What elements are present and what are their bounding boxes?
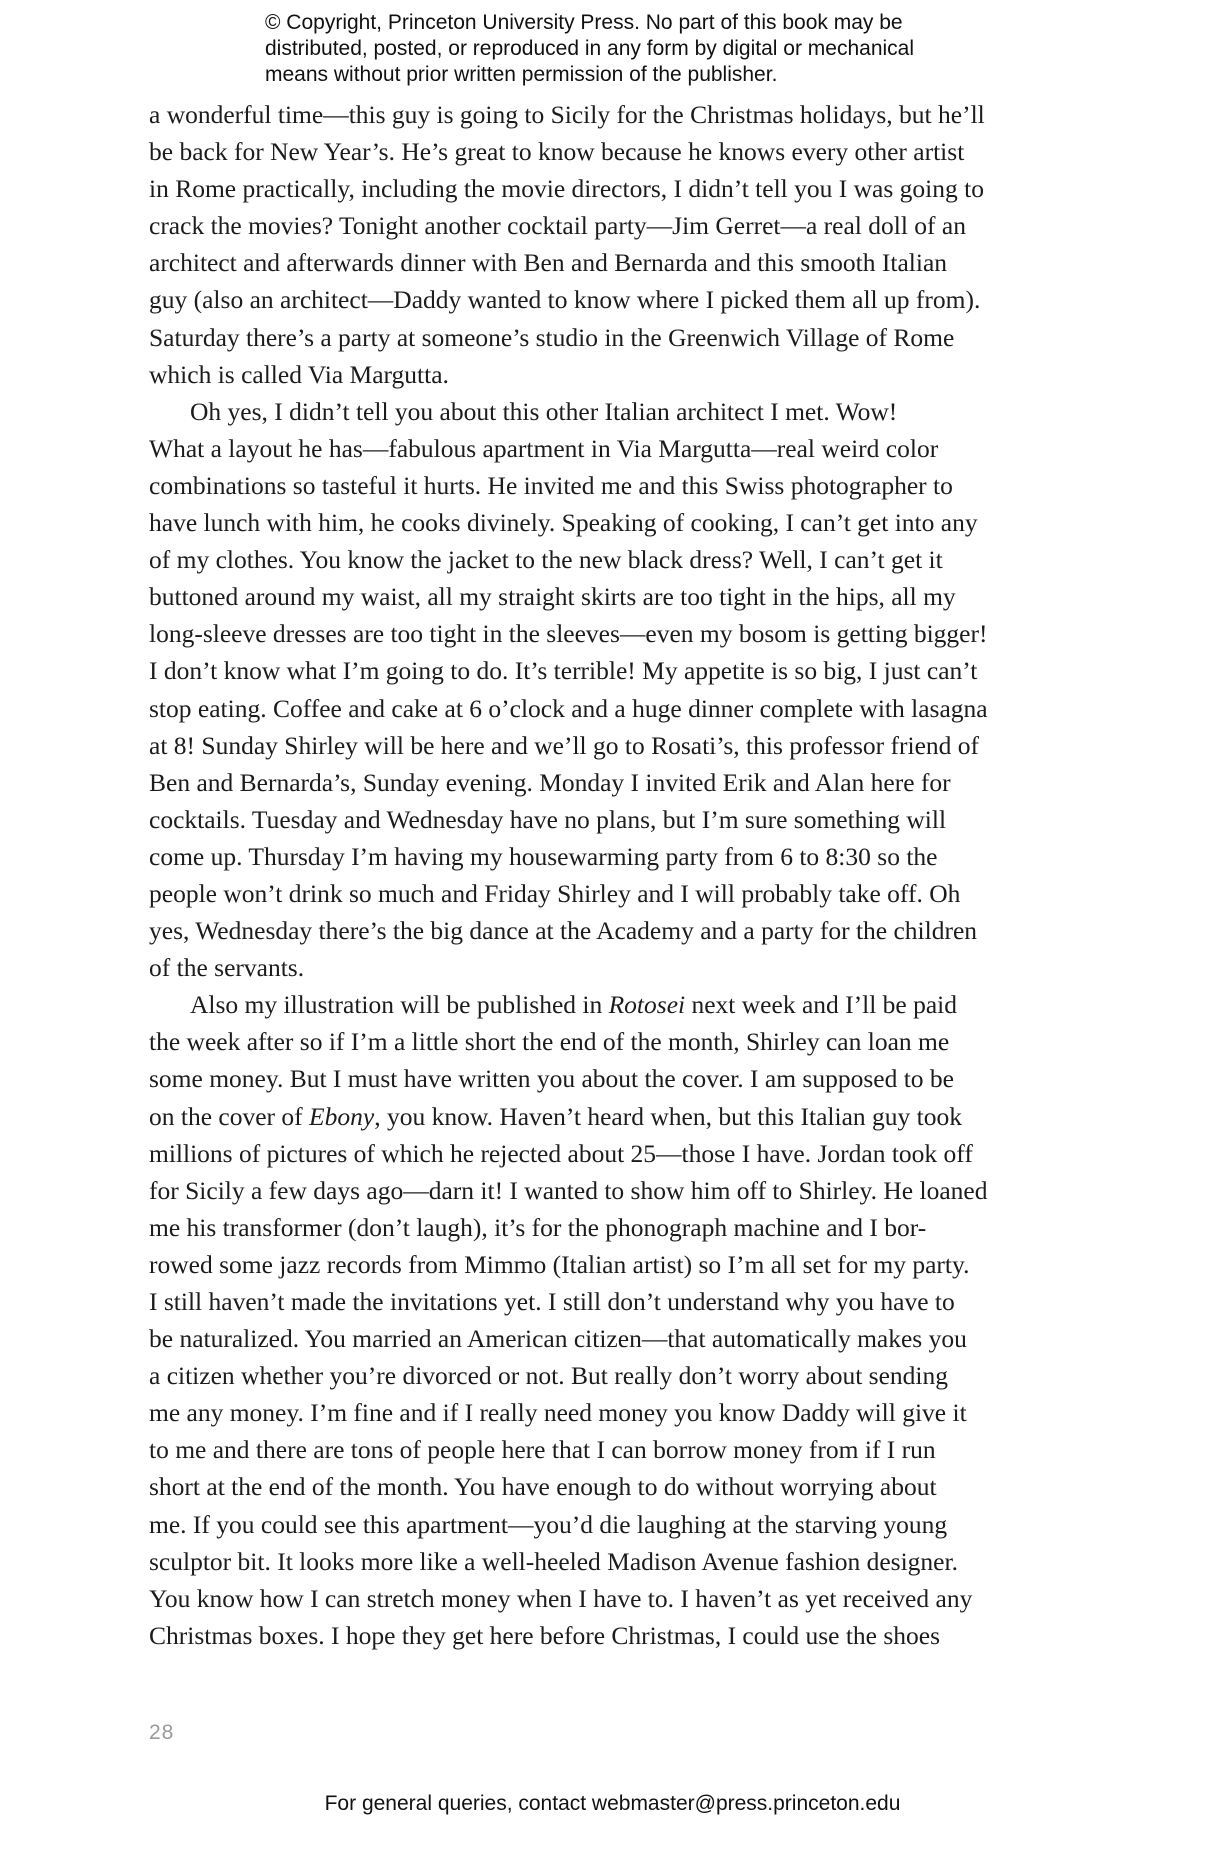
text-segment: , you know. Haven’t heard when, but this Italian guy took	[374, 1101, 962, 1131]
text-line: of my clothes. You know the jacket to the new black dress? Well, I can’t get it	[149, 545, 943, 575]
text-line: I still haven’t made the invitations yet. I still don’t understand why you have to	[149, 1287, 955, 1316]
text-line: What a layout he has—fabulous apartment in Via Margutta—real weird color	[149, 433, 939, 463]
text-line: guy (also an architect—Daddy wanted to know where I picked them all up from).	[149, 285, 981, 315]
italic-title-rotosei: Rotosei	[608, 990, 686, 1020]
text-line-paragraph-start: Oh yes, I didn’t tell you about this other Italian architect I met. Wow!	[190, 396, 898, 426]
text-line: You know how I can stretch money when I have to. I haven’t as yet received any	[149, 1583, 973, 1613]
text-line: a wonderful time—this guy is going to Sicily for the Christmas holidays, but he’ll	[149, 100, 985, 129]
text-line: a citizen whether you’re divorced or not. But really don’t worry about sending	[149, 1361, 949, 1391]
text-line-paragraph-start	[149, 986, 1074, 1023]
text-line: cocktails. Tuesday and Wednesday have no plans, but I’m sure something will	[149, 804, 947, 834]
text-line: be back for New Year’s. He’s great to know because he knows every other artist	[149, 137, 965, 167]
text-line: sculptor bit. It looks more like a well-heeled Madison Avenue fashion designer.	[149, 1546, 958, 1576]
text-line: short at the end of the month. You have enough to do without worrying about	[149, 1472, 937, 1502]
text-line: some money. But I must have written you about the cover. I am supposed to be	[149, 1064, 954, 1094]
text-line: for Sicily a few days ago—darn it! I wanted to show him off to Shirley. He loaned	[149, 1175, 988, 1205]
text-line: I don’t know what I’m going to do. It’s terrible! My appetite is so big, I just can’t	[149, 656, 978, 686]
italic-title-ebony: Ebony	[309, 1101, 375, 1131]
text-line: yes, Wednesday there’s the big dance at the Academy and a party for the children	[149, 916, 978, 946]
text-line: to me and there are tons of people here that I can borrow money from if I run	[149, 1435, 936, 1465]
text-line: be naturalized. You married an American citizen—that automatically makes you	[149, 1324, 967, 1354]
text-line: which is called Via Margutta.	[149, 359, 449, 389]
text-line: me any money. I’m fine and if I really need money you know Daddy will give it	[149, 1398, 967, 1428]
text-line: stop eating. Coffee and cake at 6 o’clock and a huge dinner complete with lasagna	[149, 693, 988, 723]
text-line: crack the movies? Tonight another cocktail party—Jim Gerret—a real doll of an	[149, 211, 966, 241]
text-line	[149, 1098, 1074, 1135]
text-line: rowed some jazz records from Mimmo (Italian artist) so I’m all set for my party.	[149, 1249, 970, 1279]
text-line: architect and afterwards dinner with Ben and Bernarda and this smooth Italian	[149, 248, 948, 278]
text-line: me. If you could see this apartment—you’d die laughing at the starving young	[149, 1509, 948, 1539]
text-line: Saturday there’s a party at someone’s studio in the Greenwich Village of Rome	[149, 322, 955, 352]
text-segment: on the cover of	[149, 1101, 310, 1131]
text-line: me his transformer (don’t laugh), it’s for the phonograph machine and I bor-	[149, 1212, 927, 1242]
text-line: people won’t drink so much and Friday Shirley and I will probably take off. Oh	[149, 878, 961, 908]
footer-contact: For general queries, contact webmaster@press.princeton.edu	[324, 1792, 901, 1815]
text-line: at 8! Sunday Shirley will be here and we’ll go to Rosati’s, this professor friend of	[149, 730, 980, 760]
text-line: long-sleeve dresses are too tight in the sleeves—even my bosom is getting bigger!	[149, 619, 988, 649]
text-line: in Rome practically, including the movie directors, I didn’t tell you I was going to	[149, 174, 984, 204]
text-line: buttoned around my waist, all my straight skirts are too tight in the hips, all my	[149, 582, 956, 612]
copyright-line: distributed, posted, or reproduced in any form by digital or mechanical	[265, 37, 915, 60]
text-line: the week after so if I’m a little short the end of the month, Shirley can loan me	[149, 1027, 950, 1057]
text-segment: next week and I’ll be paid	[685, 990, 958, 1020]
page-number: 28	[149, 1721, 175, 1744]
copyright-line: © Copyright, Princeton University Press. No part of this book may be	[265, 11, 903, 34]
text-line: combinations so tasteful it hurts. He invited me and this Swiss photographer to	[149, 470, 953, 500]
text-line: Ben and Bernarda’s, Sunday evening. Monday I invited Erik and Alan here for	[149, 767, 951, 797]
page-body-text	[149, 96, 1074, 1654]
text-line: Christmas boxes. I hope they get here before Christmas, I could use the shoes	[149, 1620, 941, 1650]
text-line: of the servants.	[149, 953, 305, 983]
text-line: come up. Thursday I’m having my housewarming party from 6 to 8:30 so the	[149, 841, 938, 871]
text-line: have lunch with him, he cooks divinely. Speaking of cooking, I can’t get into any	[149, 508, 978, 538]
copyright-notice	[265, 10, 985, 88]
text-segment: Also my illustration will be published in	[190, 990, 609, 1020]
text-line: millions of pictures of which he rejected about 25—those I have. Jordan took off	[149, 1138, 973, 1168]
copyright-line: means without prior written permission of the publisher.	[265, 63, 778, 86]
